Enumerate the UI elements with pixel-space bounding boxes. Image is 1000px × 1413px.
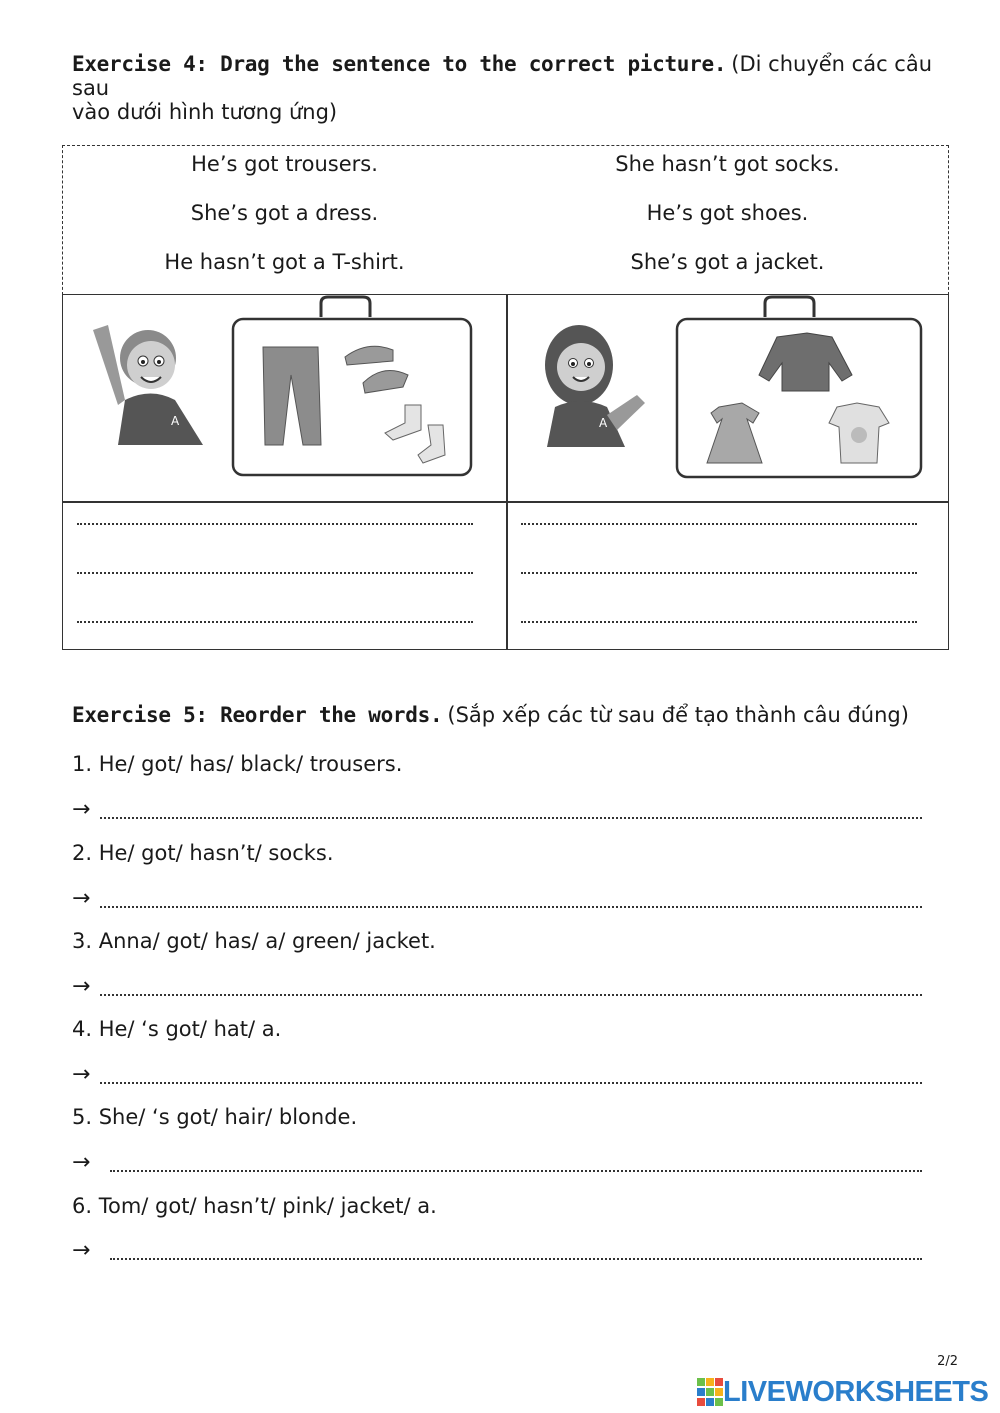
arrow-icon: → — [72, 797, 91, 822]
answer-input[interactable] — [100, 817, 922, 819]
reorder-prompt: 5. She/ ‘s got/ hair/ blonde. — [72, 1105, 358, 1129]
arrow-icon: → — [72, 1238, 91, 1263]
picture-grid — [62, 294, 949, 650]
exercise4-note-cont: vào dưới hình tương ứng) — [72, 100, 338, 124]
answer-input[interactable] — [110, 1170, 922, 1172]
svg-text:A: A — [599, 416, 608, 430]
svg-text:A: A — [171, 414, 180, 428]
exercise4-note: (Di chuyển các câu sau — [72, 52, 933, 100]
answer-dropzone[interactable] — [521, 572, 917, 574]
liveworksheets-logo-text: LIVEWORKSHEETS — [723, 1375, 989, 1408]
exercise5-note: (Sắp xếp các từ sau để tạo thành câu đúng) — [447, 703, 909, 727]
reorder-prompt: 3. Anna/ got/ has/ a/ green/ jacket. — [72, 929, 436, 953]
draggable-sentence[interactable]: She’s got a jacket. — [630, 250, 825, 274]
draggable-sentence[interactable]: He hasn’t got a T-shirt. — [164, 250, 405, 274]
answer-dropzone[interactable] — [521, 621, 917, 623]
answer-input[interactable] — [100, 994, 922, 996]
answer-input[interactable] — [100, 906, 922, 908]
reorder-prompt: 6. Tom/ got/ hasn’t/ pink/ jacket/ a. — [72, 1194, 437, 1218]
exercise5-header — [72, 703, 972, 727]
arrow-icon: → — [72, 886, 91, 911]
reorder-prompt: 1. He/ got/ has/ black/ trousers. — [72, 752, 403, 776]
answer-input[interactable] — [100, 1082, 922, 1084]
boy-illustration — [93, 325, 203, 445]
girl-illustration — [545, 325, 645, 447]
suitcase-illustration — [233, 297, 471, 475]
grid-divider — [63, 501, 948, 503]
draggable-sentence[interactable]: She’s got a dress. — [190, 201, 379, 225]
liveworksheets-logo-icon — [697, 1378, 723, 1406]
answer-dropzone[interactable] — [521, 523, 917, 525]
reorder-prompt: 4. He/ ‘s got/ hat/ a. — [72, 1017, 282, 1041]
exercise4-title: Exercise 4: Drag the sentence to the correct picture. — [72, 52, 727, 76]
boy-suitcase-picture — [63, 295, 506, 501]
arrow-icon: → — [72, 974, 91, 999]
page-number: 2/2 — [937, 1354, 958, 1369]
girl-suitcase-picture — [507, 295, 950, 501]
reorder-prompt: 2. He/ got/ hasn’t/ socks. — [72, 841, 334, 865]
draggable-sentence[interactable]: He’s got trousers. — [191, 152, 378, 176]
answer-dropzone[interactable] — [77, 523, 473, 525]
word-bank — [62, 145, 949, 295]
arrow-icon: → — [72, 1150, 91, 1175]
answer-input[interactable] — [110, 1258, 922, 1260]
draggable-sentence[interactable]: She hasn’t got socks. — [615, 152, 840, 176]
answer-dropzone[interactable] — [77, 621, 473, 623]
suitcase-illustration — [677, 297, 921, 477]
exercise5-title: Exercise 5: Reorder the words. — [72, 703, 443, 727]
liveworksheets-logo[interactable] — [697, 1376, 988, 1408]
answer-dropzone[interactable] — [77, 572, 473, 574]
arrow-icon: → — [72, 1062, 91, 1087]
draggable-sentence[interactable]: He’s got shoes. — [646, 201, 809, 225]
exercise4-header — [72, 52, 972, 100]
